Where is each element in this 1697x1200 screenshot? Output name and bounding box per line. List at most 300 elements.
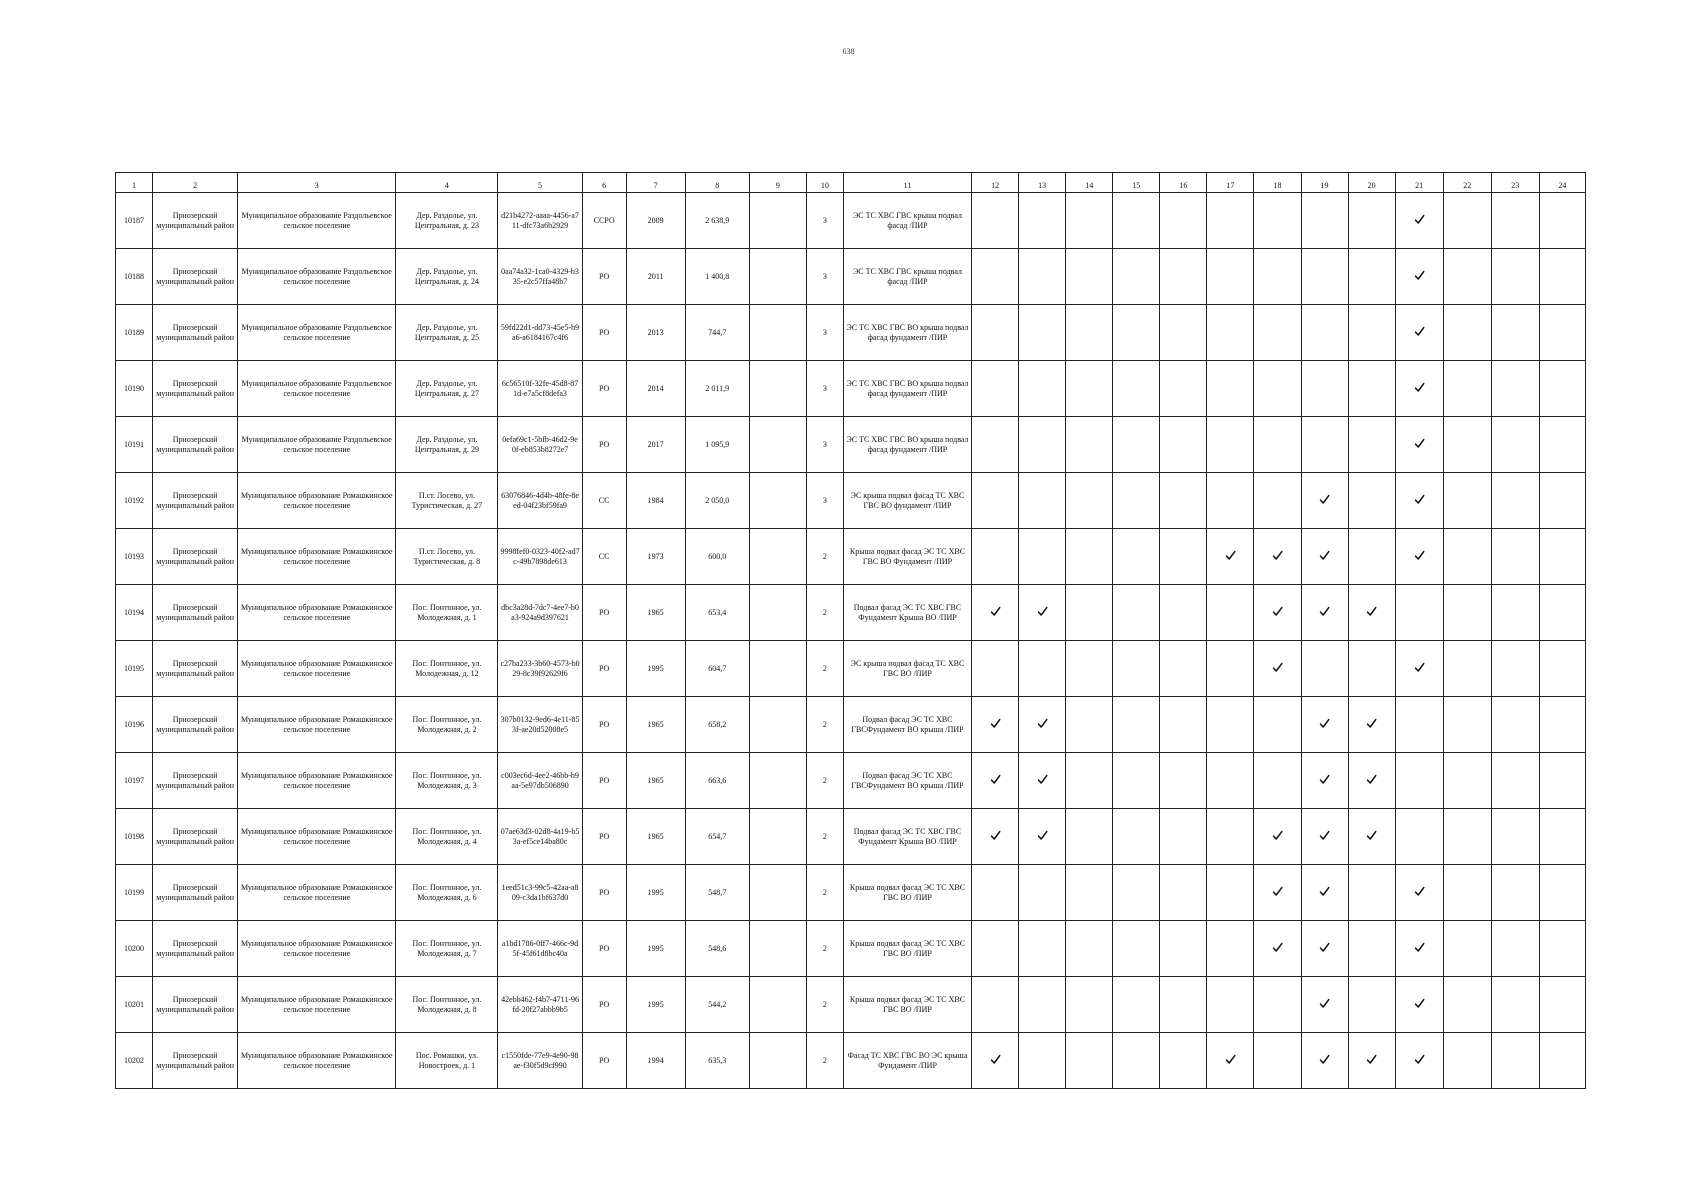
mark-cell-18 <box>1254 193 1301 249</box>
row-number: 10196 <box>116 697 153 753</box>
column-header-1: 1 <box>116 173 153 193</box>
district-cell: Приозерский муниципальный район <box>153 753 238 809</box>
mark-cell-13 <box>1019 473 1066 529</box>
check-mark-icon <box>1414 382 1425 393</box>
mark-cell-12 <box>972 585 1019 641</box>
wall-material-cell: СС <box>582 529 626 585</box>
check-mark-icon <box>1225 550 1236 561</box>
wall-material-cell: РО <box>582 585 626 641</box>
wall-material-cell: РО <box>582 641 626 697</box>
area-cell: 2 050,0 <box>685 473 749 529</box>
column-9-cell <box>749 641 806 697</box>
mark-cell-20 <box>1348 249 1395 305</box>
column-9-cell <box>749 305 806 361</box>
mark-cell-16 <box>1160 641 1207 697</box>
mark-cell-22 <box>1443 697 1491 753</box>
column-header-18: 18 <box>1254 173 1301 193</box>
check-mark-icon <box>1225 1054 1236 1065</box>
mark-cell-17 <box>1207 1033 1254 1089</box>
mark-cell-24 <box>1539 585 1585 641</box>
municipality-cell: Муниципальное образование Ромашкинское сельское поселение <box>238 641 396 697</box>
mark-cell-24 <box>1539 1033 1585 1089</box>
wall-material-cell: РО <box>582 417 626 473</box>
mark-cell-22 <box>1443 417 1491 473</box>
check-mark-icon <box>1319 830 1330 841</box>
mark-cell-24 <box>1539 305 1585 361</box>
check-mark-icon <box>1272 662 1283 673</box>
check-mark-icon <box>1272 830 1283 841</box>
house-code-cell: c003ec6d-4ee2-46bb-b9aa-5e97db506890 <box>498 753 582 809</box>
mark-cell-24 <box>1539 361 1585 417</box>
column-9-cell <box>749 529 806 585</box>
mark-cell-18 <box>1254 361 1301 417</box>
check-mark-icon <box>1319 606 1330 617</box>
mark-cell-20 <box>1348 977 1395 1033</box>
mark-cell-22 <box>1443 305 1491 361</box>
mark-cell-23 <box>1491 697 1539 753</box>
works-cell: ЭС крыша подвал фасад ТС ХВС ГВС ВО /ПИР <box>843 641 971 697</box>
floors-cell: 2 <box>806 865 843 921</box>
mark-cell-12 <box>972 697 1019 753</box>
works-cell: ЭС ТС ХВС ГВС ВО крыша подвал фасад фундамент /ПИР <box>843 417 971 473</box>
table-header <box>116 173 1586 193</box>
district-cell: Приозерский муниципальный район <box>153 977 238 1033</box>
district-cell: Приозерский муниципальный район <box>153 249 238 305</box>
district-cell: Приозерский муниципальный район <box>153 641 238 697</box>
mark-cell-17 <box>1207 305 1254 361</box>
house-code-cell: 59fd22d1-dd73-45e5-b9a6-a6184167c4f6 <box>498 305 582 361</box>
mark-cell-13 <box>1019 753 1066 809</box>
mark-cell-15 <box>1113 865 1160 921</box>
works-cell: Крыша подвал фасад ЭС ТС ХВС ГВС ВО /ПИР <box>843 921 971 977</box>
floors-cell: 2 <box>806 529 843 585</box>
table-row <box>116 1033 1586 1089</box>
row-number: 10193 <box>116 529 153 585</box>
works-cell: Фасад ТС ХВС ГВС ВО ЭС крыша Фундамент /ПИР <box>843 1033 971 1089</box>
column-header-19: 19 <box>1301 173 1348 193</box>
mark-cell-14 <box>1066 417 1113 473</box>
mark-cell-21 <box>1395 193 1443 249</box>
check-mark-icon <box>1414 326 1425 337</box>
check-mark-icon <box>1319 718 1330 729</box>
mark-cell-20 <box>1348 865 1395 921</box>
year-cell: 2013 <box>626 305 685 361</box>
mark-cell-16 <box>1160 921 1207 977</box>
mark-cell-18 <box>1254 249 1301 305</box>
row-number: 10202 <box>116 1033 153 1089</box>
address-cell: Пос. Понтонное, ул. Молодежная, д. 3 <box>396 753 498 809</box>
check-mark-icon <box>1272 550 1283 561</box>
address-cell: Дер. Раздолье, ул. Центральная, д. 24 <box>396 249 498 305</box>
table-row <box>116 193 1586 249</box>
column-header-6: 6 <box>582 173 626 193</box>
mark-cell-21 <box>1395 361 1443 417</box>
mark-cell-16 <box>1160 809 1207 865</box>
row-number: 10191 <box>116 417 153 473</box>
mark-cell-20 <box>1348 417 1395 473</box>
table-row <box>116 809 1586 865</box>
mark-cell-19 <box>1301 529 1348 585</box>
mark-cell-19 <box>1301 809 1348 865</box>
mark-cell-17 <box>1207 697 1254 753</box>
mark-cell-18 <box>1254 977 1301 1033</box>
check-mark-icon <box>990 718 1001 729</box>
mark-cell-16 <box>1160 473 1207 529</box>
mark-cell-21 <box>1395 865 1443 921</box>
mark-cell-15 <box>1113 921 1160 977</box>
mark-cell-23 <box>1491 865 1539 921</box>
mark-cell-18 <box>1254 305 1301 361</box>
mark-cell-21 <box>1395 1033 1443 1089</box>
wall-material-cell: РО <box>582 977 626 1033</box>
year-cell: 1965 <box>626 809 685 865</box>
mark-cell-19 <box>1301 753 1348 809</box>
mark-cell-16 <box>1160 361 1207 417</box>
column-9-cell <box>749 249 806 305</box>
mark-cell-16 <box>1160 193 1207 249</box>
mark-cell-12 <box>972 641 1019 697</box>
mark-cell-21 <box>1395 417 1443 473</box>
house-code-cell: 0efa69c1-5bfb-46d2-9e0f-eb853b8272e7 <box>498 417 582 473</box>
check-mark-icon <box>1414 550 1425 561</box>
mark-cell-19 <box>1301 641 1348 697</box>
mark-cell-14 <box>1066 1033 1113 1089</box>
mark-cell-16 <box>1160 417 1207 473</box>
district-cell: Приозерский муниципальный район <box>153 809 238 865</box>
area-cell: 548,7 <box>685 865 749 921</box>
year-cell: 1973 <box>626 529 685 585</box>
address-cell: Дер. Раздолье, ул. Центральная, д. 27 <box>396 361 498 417</box>
row-number: 10201 <box>116 977 153 1033</box>
house-code-cell: 42ebb462-f4b7-4711-96fd-20f27abbb9b5 <box>498 977 582 1033</box>
mark-cell-15 <box>1113 753 1160 809</box>
mark-cell-12 <box>972 809 1019 865</box>
area-cell: 544,2 <box>685 977 749 1033</box>
column-9-cell <box>749 473 806 529</box>
mark-cell-16 <box>1160 865 1207 921</box>
mark-cell-15 <box>1113 697 1160 753</box>
check-mark-icon <box>1366 830 1377 841</box>
mark-cell-13 <box>1019 417 1066 473</box>
area-cell: 600,0 <box>685 529 749 585</box>
mark-cell-22 <box>1443 249 1491 305</box>
municipality-cell: Муниципальное образование Ромашкинское сельское поселение <box>238 529 396 585</box>
area-cell: 548,6 <box>685 921 749 977</box>
house-code-cell: d21b4272-aaaa-4456-a711-dfc73a6b2929 <box>498 193 582 249</box>
mark-cell-13 <box>1019 361 1066 417</box>
column-header-3: 3 <box>238 173 396 193</box>
check-mark-icon <box>1414 998 1425 1009</box>
municipality-cell: Муниципальное образование Ромашкинское сельское поселение <box>238 1033 396 1089</box>
mark-cell-20 <box>1348 641 1395 697</box>
district-cell: Приозерский муниципальный район <box>153 585 238 641</box>
check-mark-icon <box>1366 606 1377 617</box>
area-cell: 663,6 <box>685 753 749 809</box>
mark-cell-12 <box>972 473 1019 529</box>
check-mark-icon <box>1366 718 1377 729</box>
row-number: 10188 <box>116 249 153 305</box>
mark-cell-12 <box>972 921 1019 977</box>
mark-cell-22 <box>1443 809 1491 865</box>
mark-cell-24 <box>1539 865 1585 921</box>
mark-cell-21 <box>1395 921 1443 977</box>
mark-cell-15 <box>1113 249 1160 305</box>
address-cell: П.ст. Лосево, ул. Туристическая, д. 27 <box>396 473 498 529</box>
mark-cell-14 <box>1066 305 1113 361</box>
mark-cell-24 <box>1539 697 1585 753</box>
municipality-cell: Муниципальное образование Ромашкинское сельское поселение <box>238 921 396 977</box>
address-cell: Дер. Раздолье, ул. Центральная, д. 23 <box>396 193 498 249</box>
check-mark-icon <box>1414 214 1425 225</box>
floors-cell: 2 <box>806 585 843 641</box>
page-number: 638 <box>842 47 855 56</box>
works-cell: ЭС крыша подвал фасад ТС ХВС ГВС ВО фундамент /ПИР <box>843 473 971 529</box>
column-header-24: 24 <box>1539 173 1585 193</box>
mark-cell-23 <box>1491 809 1539 865</box>
mark-cell-18 <box>1254 921 1301 977</box>
mark-cell-15 <box>1113 529 1160 585</box>
mark-cell-16 <box>1160 977 1207 1033</box>
column-header-8: 8 <box>685 173 749 193</box>
area-cell: 2 011,9 <box>685 361 749 417</box>
mark-cell-23 <box>1491 193 1539 249</box>
municipality-cell: Муниципальное образование Ромашкинское сельское поселение <box>238 753 396 809</box>
mark-cell-20 <box>1348 921 1395 977</box>
municipality-cell: Муниципальное образование Ромашкинское сельское поселение <box>238 977 396 1033</box>
wall-material-cell: РО <box>582 361 626 417</box>
mark-cell-20 <box>1348 753 1395 809</box>
mark-cell-15 <box>1113 809 1160 865</box>
mark-cell-23 <box>1491 753 1539 809</box>
column-header-16: 16 <box>1160 173 1207 193</box>
column-9-cell <box>749 361 806 417</box>
mark-cell-20 <box>1348 1033 1395 1089</box>
mark-cell-15 <box>1113 361 1160 417</box>
mark-cell-22 <box>1443 753 1491 809</box>
mark-cell-18 <box>1254 585 1301 641</box>
address-cell: Пос. Ромашки, ул. Новостроек, д. 1 <box>396 1033 498 1089</box>
row-number: 10198 <box>116 809 153 865</box>
mark-cell-16 <box>1160 753 1207 809</box>
mark-cell-21 <box>1395 585 1443 641</box>
check-mark-icon <box>1414 886 1425 897</box>
mark-cell-12 <box>972 753 1019 809</box>
mark-cell-14 <box>1066 865 1113 921</box>
district-cell: Приозерский муниципальный район <box>153 417 238 473</box>
year-cell: 2011 <box>626 249 685 305</box>
mark-cell-17 <box>1207 417 1254 473</box>
mark-cell-20 <box>1348 809 1395 865</box>
mark-cell-14 <box>1066 641 1113 697</box>
column-9-cell <box>749 809 806 865</box>
floors-cell: 3 <box>806 473 843 529</box>
mark-cell-15 <box>1113 193 1160 249</box>
mark-cell-21 <box>1395 249 1443 305</box>
works-cell: ЭС ТС ХВС ГВС крыша подвал фасад /ПИР <box>843 249 971 305</box>
check-mark-icon <box>990 774 1001 785</box>
mark-cell-17 <box>1207 977 1254 1033</box>
mark-cell-22 <box>1443 585 1491 641</box>
district-cell: Приозерский муниципальный район <box>153 361 238 417</box>
mark-cell-17 <box>1207 249 1254 305</box>
mark-cell-18 <box>1254 1033 1301 1089</box>
mark-cell-19 <box>1301 1033 1348 1089</box>
house-code-cell: 63076846-4d4b-48fe-8eed-04f23bf59fa9 <box>498 473 582 529</box>
row-number: 10195 <box>116 641 153 697</box>
wall-material-cell: СС <box>582 473 626 529</box>
address-cell: Пос. Понтонное, ул. Молодежная, д. 4 <box>396 809 498 865</box>
mark-cell-12 <box>972 1033 1019 1089</box>
mark-cell-12 <box>972 305 1019 361</box>
mark-cell-19 <box>1301 305 1348 361</box>
wall-material-cell: РО <box>582 921 626 977</box>
year-cell: 2014 <box>626 361 685 417</box>
mark-cell-24 <box>1539 529 1585 585</box>
year-cell: 2017 <box>626 417 685 473</box>
column-header-11: 11 <box>843 173 971 193</box>
mark-cell-14 <box>1066 697 1113 753</box>
municipality-cell: Муниципальное образование Раздольевское сельское поселение <box>238 417 396 473</box>
address-cell: П.ст. Лосево, ул. Туристическая, д. 8 <box>396 529 498 585</box>
wall-material-cell: РО <box>582 865 626 921</box>
mark-cell-24 <box>1539 249 1585 305</box>
table-row <box>116 305 1586 361</box>
row-number: 10187 <box>116 193 153 249</box>
address-cell: Пос. Понтонное, ул. Молодежная, д. 1 <box>396 585 498 641</box>
mark-cell-14 <box>1066 529 1113 585</box>
column-header-17: 17 <box>1207 173 1254 193</box>
district-cell: Приозерский муниципальный район <box>153 473 238 529</box>
district-cell: Приозерский муниципальный район <box>153 1033 238 1089</box>
mark-cell-17 <box>1207 193 1254 249</box>
wall-material-cell: РО <box>582 697 626 753</box>
address-cell: Пос. Понтонное, ул. Молодежная, д. 12 <box>396 641 498 697</box>
mark-cell-17 <box>1207 361 1254 417</box>
mark-cell-22 <box>1443 1033 1491 1089</box>
address-cell: Пос. Понтонное, ул. Молодежная, д. 2 <box>396 697 498 753</box>
column-header-22: 22 <box>1443 173 1491 193</box>
mark-cell-18 <box>1254 697 1301 753</box>
column-9-cell <box>749 585 806 641</box>
column-header-9: 9 <box>749 173 806 193</box>
mark-cell-20 <box>1348 529 1395 585</box>
house-code-cell: 0aa74a32-1ca0-4329-b335-e2c57ffa48b7 <box>498 249 582 305</box>
works-cell: ЭС ТС ХВС ГВС крыша подвал фасад /ПИР <box>843 193 971 249</box>
area-cell: 658,2 <box>685 697 749 753</box>
mark-cell-22 <box>1443 921 1491 977</box>
mark-cell-14 <box>1066 921 1113 977</box>
check-mark-icon <box>1272 942 1283 953</box>
area-cell: 604,7 <box>685 641 749 697</box>
check-mark-icon <box>1319 998 1330 1009</box>
mark-cell-24 <box>1539 809 1585 865</box>
mark-cell-18 <box>1254 473 1301 529</box>
address-cell: Дер. Раздолье, ул. Центральная, д. 25 <box>396 305 498 361</box>
check-mark-icon <box>1319 1054 1330 1065</box>
mark-cell-20 <box>1348 361 1395 417</box>
header-row <box>116 173 1586 193</box>
mark-cell-13 <box>1019 641 1066 697</box>
mark-cell-22 <box>1443 473 1491 529</box>
mark-cell-22 <box>1443 641 1491 697</box>
mark-cell-21 <box>1395 753 1443 809</box>
mark-cell-16 <box>1160 249 1207 305</box>
mark-cell-16 <box>1160 305 1207 361</box>
wall-material-cell: ССРО <box>582 193 626 249</box>
mark-cell-23 <box>1491 921 1539 977</box>
check-mark-icon <box>990 606 1001 617</box>
floors-cell: 2 <box>806 753 843 809</box>
works-cell: Подвал фасад ЭС ТС ХВС ГВС Фундамент Крыша ВО /ПИР <box>843 809 971 865</box>
wall-material-cell: РО <box>582 1033 626 1089</box>
works-cell: Крыша подвал фасад ЭС ТС ХВС ГВС ВО Фундамент /ПИР <box>843 529 971 585</box>
works-cell: Крыша подвал фасад ЭС ТС ХВС ГВС ВО /ПИР <box>843 865 971 921</box>
works-cell: Подвал фасад ЭС ТС ХВС ГВС Фундамент Крыша ВО /ПИР <box>843 585 971 641</box>
mark-cell-15 <box>1113 305 1160 361</box>
column-header-4: 4 <box>396 173 498 193</box>
mark-cell-19 <box>1301 473 1348 529</box>
mark-cell-14 <box>1066 753 1113 809</box>
mark-cell-24 <box>1539 641 1585 697</box>
house-code-cell: 6c56510f-32fe-45d8-871d-e7a5cf8defa3 <box>498 361 582 417</box>
district-cell: Приозерский муниципальный район <box>153 865 238 921</box>
address-cell: Пос. Понтонное, ул. Молодежная, д. 8 <box>396 977 498 1033</box>
column-header-14: 14 <box>1066 173 1113 193</box>
column-9-cell <box>749 1033 806 1089</box>
address-cell: Пос. Понтонное, ул. Молодежная, д. 7 <box>396 921 498 977</box>
mark-cell-22 <box>1443 193 1491 249</box>
mark-cell-23 <box>1491 361 1539 417</box>
mark-cell-12 <box>972 193 1019 249</box>
row-number: 10189 <box>116 305 153 361</box>
area-cell: 654,7 <box>685 809 749 865</box>
mark-cell-15 <box>1113 473 1160 529</box>
mark-cell-13 <box>1019 697 1066 753</box>
mark-cell-15 <box>1113 641 1160 697</box>
mark-cell-21 <box>1395 305 1443 361</box>
table-row <box>116 585 1586 641</box>
mark-cell-13 <box>1019 529 1066 585</box>
mark-cell-21 <box>1395 641 1443 697</box>
registry-table <box>115 172 1586 1089</box>
mark-cell-24 <box>1539 193 1585 249</box>
mark-cell-19 <box>1301 585 1348 641</box>
floors-cell: 3 <box>806 361 843 417</box>
mark-cell-22 <box>1443 529 1491 585</box>
row-number: 10194 <box>116 585 153 641</box>
municipality-cell: Муниципальное образование Раздольевское сельское поселение <box>238 193 396 249</box>
column-9-cell <box>749 921 806 977</box>
mark-cell-12 <box>972 529 1019 585</box>
wall-material-cell: РО <box>582 249 626 305</box>
mark-cell-19 <box>1301 417 1348 473</box>
check-mark-icon <box>1366 774 1377 785</box>
year-cell: 2009 <box>626 193 685 249</box>
floors-cell: 2 <box>806 809 843 865</box>
mark-cell-23 <box>1491 473 1539 529</box>
mark-cell-12 <box>972 865 1019 921</box>
mark-cell-18 <box>1254 417 1301 473</box>
mark-cell-19 <box>1301 697 1348 753</box>
mark-cell-12 <box>972 417 1019 473</box>
row-number: 10192 <box>116 473 153 529</box>
check-mark-icon <box>1366 1054 1377 1065</box>
year-cell: 1965 <box>626 585 685 641</box>
check-mark-icon <box>1319 494 1330 505</box>
mark-cell-23 <box>1491 305 1539 361</box>
check-mark-icon <box>1319 942 1330 953</box>
table-row <box>116 977 1586 1033</box>
